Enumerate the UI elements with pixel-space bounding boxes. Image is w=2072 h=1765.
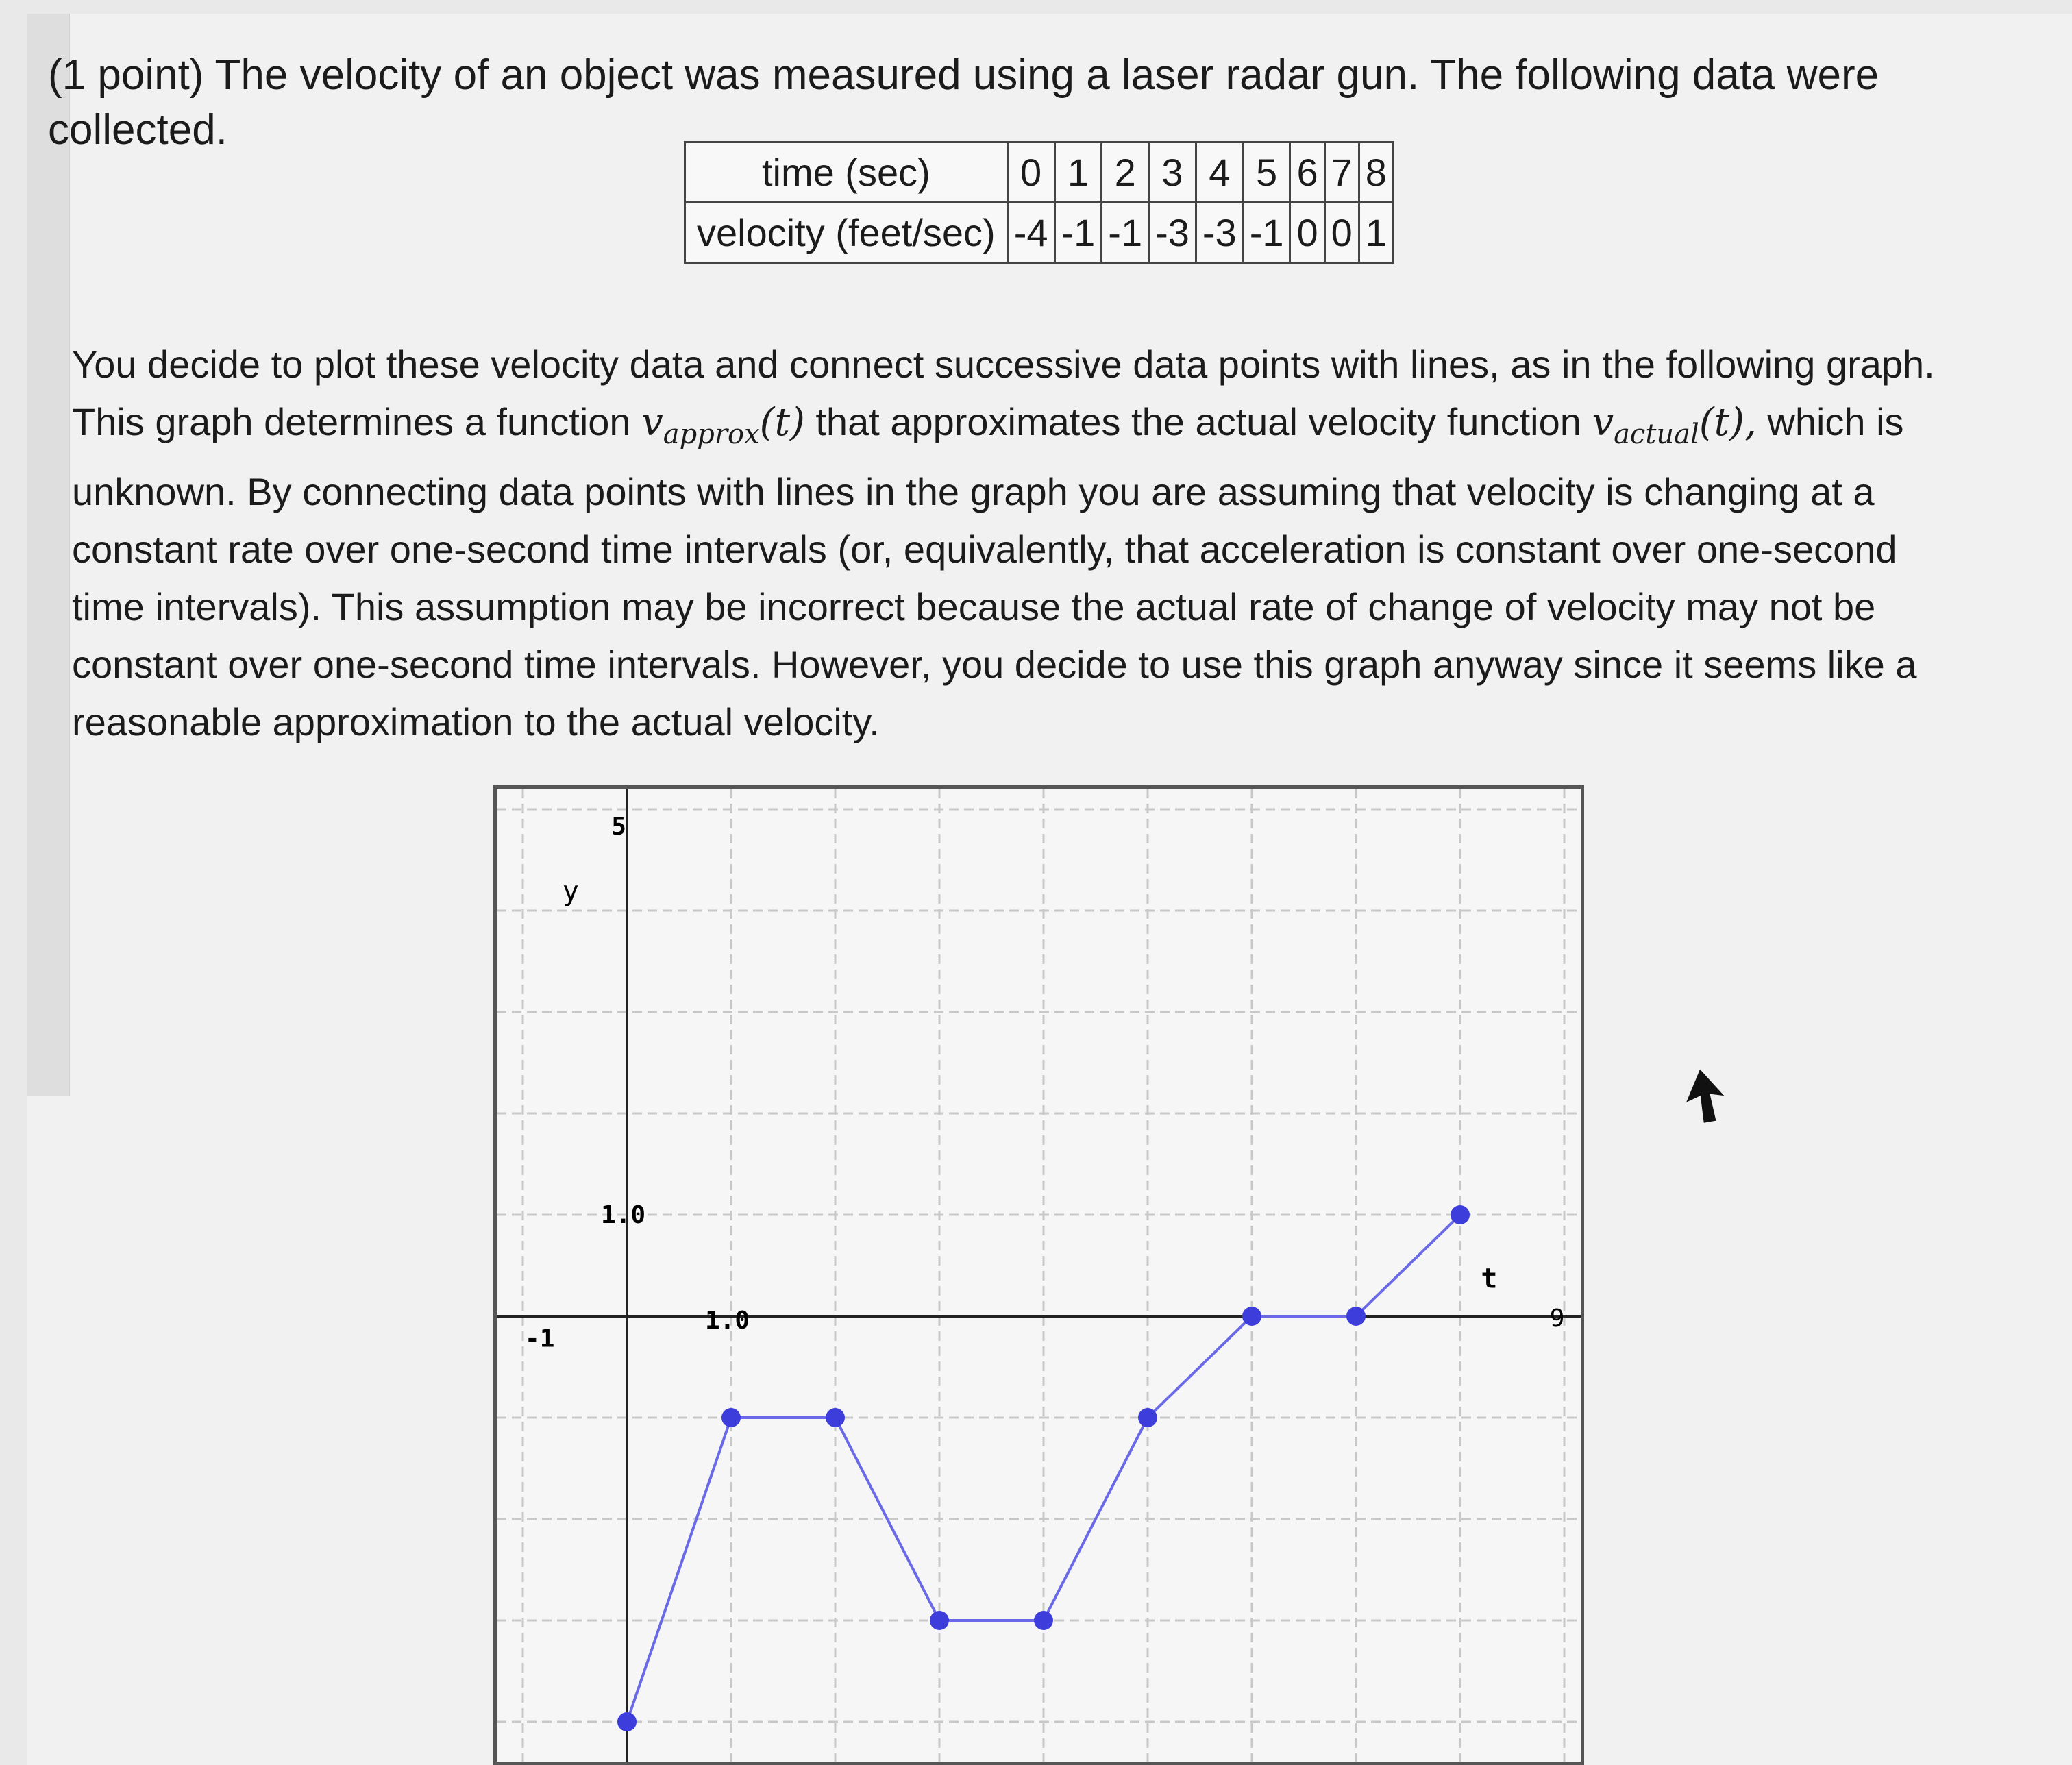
- time-cell: 6: [1290, 143, 1324, 203]
- time-cell: 5: [1243, 143, 1290, 203]
- velocity-cell: 0: [1324, 203, 1359, 263]
- graph-canvas: [497, 789, 1581, 1762]
- velocity-graph: [493, 785, 1584, 1765]
- problem-description: [72, 336, 1977, 751]
- v-actual-symbol: $v_{actual}(t)$,: [1592, 400, 1757, 451]
- data-point: [722, 1408, 741, 1427]
- data-point: [930, 1611, 949, 1630]
- time-cell: 7: [1324, 143, 1359, 203]
- data-point: [1138, 1408, 1157, 1427]
- x-max-label: 9: [1549, 1304, 1565, 1333]
- x-min-label: -1: [525, 1324, 555, 1353]
- time-row: [685, 143, 1394, 203]
- velocity-cell: -1: [1243, 203, 1290, 263]
- velocity-cell: -3: [1149, 203, 1196, 263]
- description-part-3: which is unknown. By connecting data points with lines in the graph you are assuming that velocity is changing at a constant rate over one-second time intervals (or, equivalently, that acceleration is constant over one-second time intervals). This assumption may be incorrect because the actual rate of change of velocity may not be constant over one-second time intervals. However, you decide to use this graph anyway since it seems like a reasonable approximation to the actual velocity.: [72, 400, 1917, 744]
- v-approx-symbol: $v_{approx}(t)$: [641, 400, 805, 451]
- velocity-cell: -1: [1102, 203, 1149, 263]
- mouse-pointer-icon: [1684, 1069, 1725, 1124]
- time-cell: 0: [1007, 143, 1054, 203]
- y-axis-label: y: [562, 876, 579, 908]
- velocity-cell: -3: [1196, 203, 1243, 263]
- velocity-header: velocity (feet/sec): [685, 203, 1008, 263]
- data-point: [617, 1712, 637, 1731]
- velocity-cell: -4: [1007, 203, 1054, 263]
- time-cell: 3: [1149, 143, 1196, 203]
- time-header: time (sec): [685, 143, 1008, 203]
- velocity-cell: -1: [1054, 203, 1102, 263]
- question-title: (1 point) The velocity of an object was measured using a laser radar gun. The following data were collected.: [48, 51, 1879, 153]
- data-point: [1451, 1205, 1470, 1224]
- y-max-label: 5: [611, 813, 626, 841]
- data-point: [1034, 1611, 1053, 1630]
- x-axis-label: t: [1481, 1263, 1498, 1295]
- time-cell: 4: [1196, 143, 1243, 203]
- data-point: [826, 1408, 845, 1427]
- time-cell: 1: [1054, 143, 1102, 203]
- time-cell: 8: [1359, 143, 1393, 203]
- data-table: [684, 141, 1394, 264]
- velocity-row: [685, 203, 1394, 263]
- x-tick-label: 1.0: [705, 1306, 750, 1335]
- data-point: [1242, 1307, 1261, 1326]
- velocity-cell: 0: [1290, 203, 1324, 263]
- description-part-2: that approximates the actual velocity function: [815, 400, 1581, 443]
- description-part-1: You decide to plot these velocity data and connect successive data points with lines, as in the following graph. This graph determines a function: [72, 343, 1935, 443]
- velocity-cell: 1: [1359, 203, 1393, 263]
- y-tick-label: 1.0: [601, 1200, 646, 1229]
- time-cell: 2: [1102, 143, 1149, 203]
- data-point: [1346, 1307, 1366, 1326]
- left-panel-edge: [27, 14, 70, 1096]
